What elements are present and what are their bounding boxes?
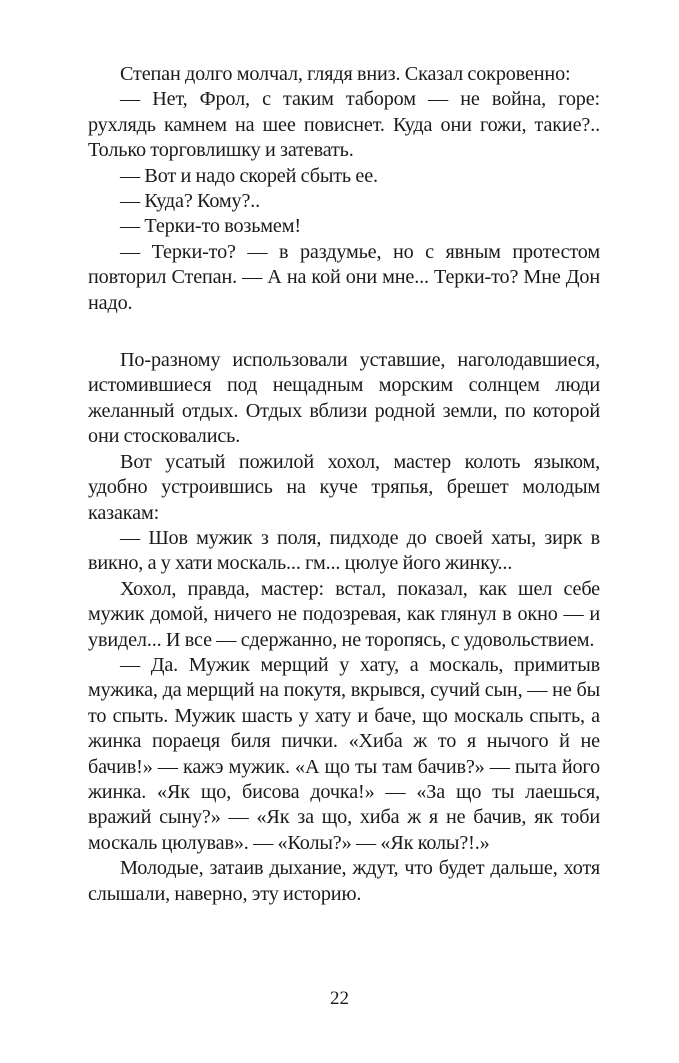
paragraph: — Терки-то возьмем! xyxy=(120,215,301,238)
narrative-section xyxy=(88,348,600,907)
paragraph: — Вот и надо скорей сбыть ее. xyxy=(120,164,378,187)
page-number: 22 xyxy=(330,988,349,1009)
paragraph: Хохол, правда, мастер: встал, показал, как шел себе мужик домой, ничего не подозревая, как глянул в окно — и увидел... И все — сдержанно, не торопясь, с удовольствием. xyxy=(88,577,600,651)
paragraph: — Да. Мужик мерщий у хату, а москаль, примитыв мужика, да мерщий на покутя, вкрывся, сучий сын, — не бы то спыть. Мужик шасть у хату и баче, що москаль спыть, а жинка пораеця биля пички. «Хиба ж то я нычого й не бачив!» — кажэ мужик. «А що ты там бачив?» — пыта його жинка. «Як що, бисова дочка!» — «За що ты лаешься, вражий сыну?» — «Як за що, хиба ж я не бачив, як тоби москаль цюлував». — «Колы?» — «Як колы?!.» xyxy=(88,653,600,854)
paragraph: — Куда? Кому?.. xyxy=(120,190,261,213)
paragraph: — Нет, Фрол, с таким табором — не война, горе: рухлядь камнем на шее повиснет. Куда они гожи, такие?.. Только торговлишку и затевать. xyxy=(88,88,600,162)
paragraph: — Шов мужик з поля, пидходе до своей хаты, зирк в викно, а у хати москаль... гм... цюлуе його жинку... xyxy=(88,526,600,575)
book-page xyxy=(88,62,600,907)
paragraph: Молодые, затаив дыхание, ждут, что будет дальше, хотя слышали, наверно, эту историю. xyxy=(88,857,600,905)
paragraph: Вот усатый пожилой хохол, мастер колоть языком, удобно устроившись на куче тряпья, брешет молодым казакам: xyxy=(88,450,600,524)
paragraph: — Терки-то? — в раздумье, но с явным протестом повторил Степан. — А на кой они мне... Терки-то? Мне Дон надо. xyxy=(88,240,600,314)
dialogue-section xyxy=(88,62,600,316)
paragraph: Степан долго молчал, глядя вниз. Сказал сокровенно: xyxy=(120,63,571,85)
paragraph: По-разному использовали уставшие, наголодавшиеся, истомившиеся под нещадным морским солнцем люди желанный отдых. Отдых вблизи родной земли, по которой они стосковались. xyxy=(88,349,600,448)
